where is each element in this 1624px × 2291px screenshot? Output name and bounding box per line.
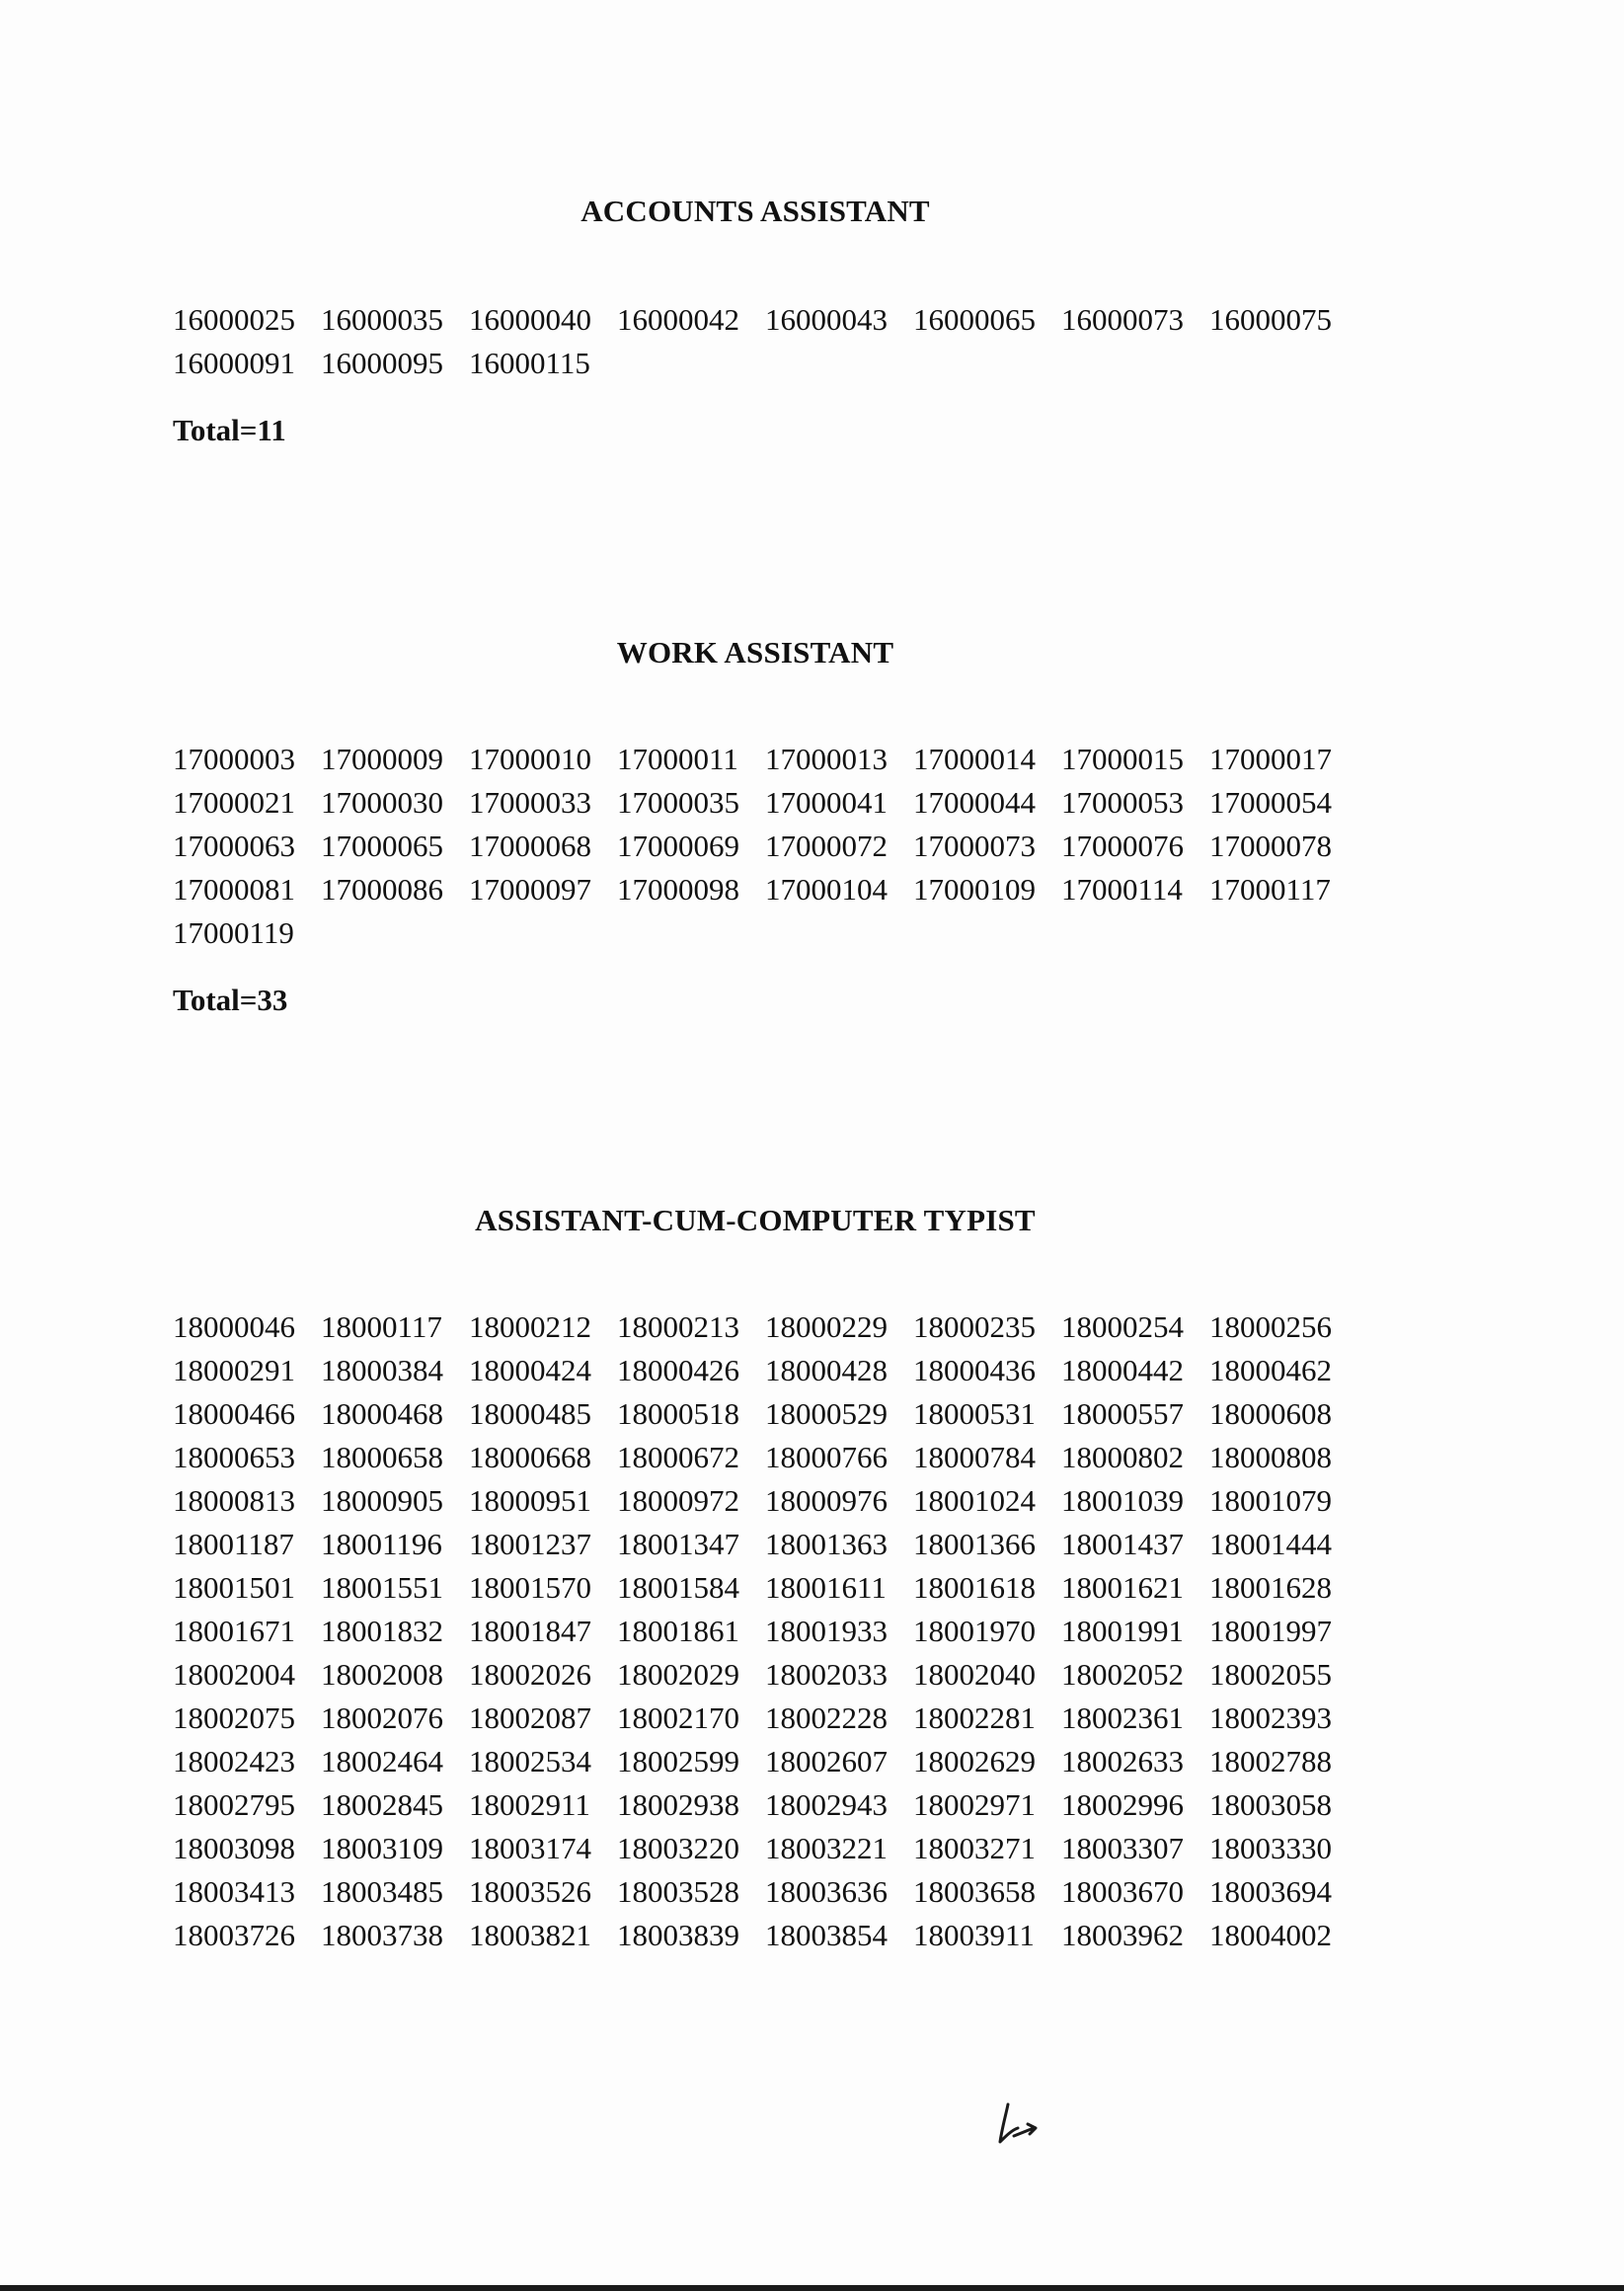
scan-bottom-edge xyxy=(0,2285,1624,2291)
roll-number: 18000229 xyxy=(765,1309,888,1344)
roll-number: 18003109 xyxy=(321,1831,443,1865)
roll-number: 17000081 xyxy=(173,872,295,907)
roll-number: 18001366 xyxy=(913,1527,1036,1561)
roll-number: 18002029 xyxy=(617,1657,739,1692)
roll-number: 18002052 xyxy=(1061,1657,1184,1692)
roll-number: 18002599 xyxy=(617,1744,739,1778)
roll-number: 18002423 xyxy=(173,1744,295,1778)
roll-number: 18002170 xyxy=(617,1700,739,1735)
roll-number: 18002845 xyxy=(321,1787,443,1822)
roll-number: 18000529 xyxy=(765,1396,888,1431)
roll-number: 18001970 xyxy=(913,1614,1036,1648)
roll-number: 18002361 xyxy=(1061,1700,1184,1735)
roll-number: 18000462 xyxy=(1209,1353,1332,1387)
roll-number: 17000098 xyxy=(617,872,739,907)
roll-number: 16000073 xyxy=(1061,302,1184,337)
section-title: WORK ASSISTANT xyxy=(616,635,894,670)
roll-number: 18001187 xyxy=(173,1527,294,1561)
roll-number: 18003221 xyxy=(765,1831,888,1865)
roll-number: 17000003 xyxy=(173,742,295,776)
roll-number: 18000424 xyxy=(469,1353,591,1387)
roll-number: 18000766 xyxy=(765,1440,888,1474)
roll-number: 18001551 xyxy=(321,1570,443,1605)
roll-number: 17000041 xyxy=(765,785,888,820)
roll-number: 18000608 xyxy=(1209,1396,1332,1431)
roll-number: 18002629 xyxy=(913,1744,1036,1778)
roll-number: 18000784 xyxy=(913,1440,1036,1474)
roll-number: 18001437 xyxy=(1061,1527,1184,1561)
roll-number: 18001847 xyxy=(469,1614,591,1648)
roll-number: 18001618 xyxy=(913,1570,1036,1605)
roll-number: 18001611 xyxy=(765,1570,887,1605)
roll-number: 18000291 xyxy=(173,1353,295,1387)
roll-number: 18001832 xyxy=(321,1614,443,1648)
roll-number: 18003821 xyxy=(469,1918,591,1952)
roll-number: 18003694 xyxy=(1209,1874,1332,1909)
roll-number: 18003330 xyxy=(1209,1831,1332,1865)
roll-number: 17000017 xyxy=(1209,742,1332,776)
roll-number: 18001444 xyxy=(1209,1527,1332,1561)
roll-number: 18001237 xyxy=(469,1527,591,1561)
roll-number: 18002087 xyxy=(469,1700,591,1735)
roll-number: 17000054 xyxy=(1209,785,1332,820)
roll-number: 18003670 xyxy=(1061,1874,1184,1909)
roll-number: 18001584 xyxy=(617,1570,739,1605)
roll-number: 17000065 xyxy=(321,829,443,863)
roll-number: 17000063 xyxy=(173,829,295,863)
roll-number: 18000256 xyxy=(1209,1309,1332,1344)
roll-number: 17000014 xyxy=(913,742,1036,776)
roll-number: 18000905 xyxy=(321,1483,443,1518)
roll-number: 17000104 xyxy=(765,872,888,907)
roll-number: 18003413 xyxy=(173,1874,295,1909)
roll-number: 18002996 xyxy=(1061,1787,1184,1822)
roll-number: 18000212 xyxy=(469,1309,591,1344)
roll-number: 18000668 xyxy=(469,1440,591,1474)
roll-number: 18002788 xyxy=(1209,1744,1332,1778)
roll-number: 18003962 xyxy=(1061,1918,1184,1952)
roll-number: 18000466 xyxy=(173,1396,295,1431)
roll-number: 18003854 xyxy=(765,1918,888,1952)
roll-number: 16000075 xyxy=(1209,302,1332,337)
roll-number: 18003307 xyxy=(1061,1831,1184,1865)
roll-number: 18000485 xyxy=(469,1396,591,1431)
roll-number: 16000115 xyxy=(469,346,590,380)
roll-number: 16000091 xyxy=(173,346,295,380)
roll-number: 18000813 xyxy=(173,1483,295,1518)
roll-number: 18003658 xyxy=(913,1874,1036,1909)
roll-number-list xyxy=(173,738,1397,955)
roll-number: 18002228 xyxy=(765,1700,888,1735)
section-total: Total=11 xyxy=(173,413,286,447)
roll-number: 18000428 xyxy=(765,1353,888,1387)
roll-number: 18000436 xyxy=(913,1353,1036,1387)
roll-number: 18003911 xyxy=(913,1918,1035,1952)
roll-number: 18001570 xyxy=(469,1570,591,1605)
roll-number: 17000030 xyxy=(321,785,443,820)
roll-number: 16000040 xyxy=(469,302,591,337)
roll-number: 18000235 xyxy=(913,1309,1036,1344)
roll-number: 18000213 xyxy=(617,1309,739,1344)
roll-number: 17000109 xyxy=(913,872,1036,907)
roll-number: 18000976 xyxy=(765,1483,888,1518)
roll-number: 18001347 xyxy=(617,1527,739,1561)
roll-number: 18000951 xyxy=(469,1483,591,1518)
roll-number: 18000254 xyxy=(1061,1309,1184,1344)
roll-number: 18002040 xyxy=(913,1657,1036,1692)
roll-number: 18001024 xyxy=(913,1483,1036,1518)
roll-number: 18001991 xyxy=(1061,1614,1184,1648)
roll-number: 18000557 xyxy=(1061,1396,1184,1431)
roll-number: 18000518 xyxy=(617,1396,739,1431)
roll-number: 18001933 xyxy=(765,1614,888,1648)
roll-number: 16000095 xyxy=(321,346,443,380)
roll-number: 18000426 xyxy=(617,1353,739,1387)
roll-number-list xyxy=(173,1305,1397,1957)
roll-number: 17000078 xyxy=(1209,829,1332,863)
handwritten-initials-mark xyxy=(992,2098,1051,2148)
roll-number: 17000035 xyxy=(617,785,739,820)
roll-number: 18002075 xyxy=(173,1700,295,1735)
roll-number: 18000384 xyxy=(321,1353,443,1387)
roll-number: 18001861 xyxy=(617,1614,739,1648)
roll-number: 16000042 xyxy=(617,302,739,337)
section-title: ACCOUNTS ASSISTANT xyxy=(580,194,930,228)
roll-number: 18000117 xyxy=(321,1309,442,1344)
roll-number: 18001501 xyxy=(173,1570,295,1605)
roll-number: 18002008 xyxy=(321,1657,443,1692)
roll-number: 17000009 xyxy=(321,742,443,776)
roll-number: 16000035 xyxy=(321,302,443,337)
roll-number: 18000046 xyxy=(173,1309,295,1344)
section-title: ASSISTANT-CUM-COMPUTER TYPIST xyxy=(475,1203,1036,1237)
roll-number: 17000076 xyxy=(1061,829,1184,863)
roll-number: 18004002 xyxy=(1209,1918,1332,1952)
roll-number: 18000653 xyxy=(173,1440,295,1474)
roll-number: 17000119 xyxy=(173,915,294,950)
roll-number: 17000117 xyxy=(1209,872,1331,907)
section-total: Total=33 xyxy=(173,983,288,1017)
roll-number-list xyxy=(173,298,1397,385)
roll-number: 18003174 xyxy=(469,1831,591,1865)
roll-number: 18002633 xyxy=(1061,1744,1184,1778)
roll-number: 18002911 xyxy=(469,1787,590,1822)
roll-number: 18000808 xyxy=(1209,1440,1332,1474)
roll-number: 17000114 xyxy=(1061,872,1183,907)
roll-number: 18001997 xyxy=(1209,1614,1332,1648)
roll-number: 18000442 xyxy=(1061,1353,1184,1387)
roll-number: 18002026 xyxy=(469,1657,591,1692)
roll-number: 18003220 xyxy=(617,1831,739,1865)
roll-number: 18002004 xyxy=(173,1657,295,1692)
roll-number: 18001196 xyxy=(321,1527,442,1561)
roll-number: 18002938 xyxy=(617,1787,739,1822)
roll-number: 18001363 xyxy=(765,1527,888,1561)
roll-number: 17000015 xyxy=(1061,742,1184,776)
roll-number: 17000086 xyxy=(321,872,443,907)
roll-number: 17000021 xyxy=(173,785,295,820)
roll-number: 18000802 xyxy=(1061,1440,1184,1474)
roll-number: 18002607 xyxy=(765,1744,888,1778)
roll-number: 18001671 xyxy=(173,1614,295,1648)
roll-number: 18002971 xyxy=(913,1787,1036,1822)
roll-number: 18003738 xyxy=(321,1918,443,1952)
roll-number: 18003839 xyxy=(617,1918,739,1952)
roll-number: 18001621 xyxy=(1061,1570,1184,1605)
roll-number: 16000065 xyxy=(913,302,1036,337)
roll-number: 17000011 xyxy=(617,742,738,776)
roll-number: 18002795 xyxy=(173,1787,295,1822)
roll-number: 18001628 xyxy=(1209,1570,1332,1605)
roll-number: 18003528 xyxy=(617,1874,739,1909)
work-assistant-section xyxy=(173,635,1397,1018)
roll-number: 18000972 xyxy=(617,1483,739,1518)
roll-number: 18002393 xyxy=(1209,1700,1332,1735)
roll-number: 18001079 xyxy=(1209,1483,1332,1518)
roll-number: 17000053 xyxy=(1061,785,1184,820)
roll-number: 18003058 xyxy=(1209,1787,1332,1822)
roll-number: 18003485 xyxy=(321,1874,443,1909)
roll-number: 18002534 xyxy=(469,1744,591,1778)
roll-number: 18000658 xyxy=(321,1440,443,1474)
roll-number: 18000468 xyxy=(321,1396,443,1431)
roll-number: 17000073 xyxy=(913,829,1036,863)
assistant-cum-computer-typist-section xyxy=(173,1203,1397,1957)
roll-number: 18002281 xyxy=(913,1700,1036,1735)
roll-number: 17000013 xyxy=(765,742,888,776)
roll-number: 18002055 xyxy=(1209,1657,1332,1692)
roll-number: 18002033 xyxy=(765,1657,888,1692)
roll-number: 18002464 xyxy=(321,1744,443,1778)
roll-number: 17000010 xyxy=(469,742,591,776)
roll-number: 16000043 xyxy=(765,302,888,337)
roll-number: 18002076 xyxy=(321,1700,443,1735)
roll-number: 18002943 xyxy=(765,1787,888,1822)
roll-number: 18003098 xyxy=(173,1831,295,1865)
roll-number: 18003726 xyxy=(173,1918,295,1952)
roll-number: 18003526 xyxy=(469,1874,591,1909)
roll-number: 18003271 xyxy=(913,1831,1036,1865)
roll-number: 17000044 xyxy=(913,785,1036,820)
roll-number: 18003636 xyxy=(765,1874,888,1909)
roll-number: 17000033 xyxy=(469,785,591,820)
roll-number: 17000072 xyxy=(765,829,888,863)
roll-number: 16000025 xyxy=(173,302,295,337)
accounts-assistant-section xyxy=(173,194,1397,448)
roll-number: 18000672 xyxy=(617,1440,739,1474)
roll-number: 17000097 xyxy=(469,872,591,907)
roll-number: 17000068 xyxy=(469,829,591,863)
roll-number: 17000069 xyxy=(617,829,739,863)
roll-number: 18000531 xyxy=(913,1396,1036,1431)
roll-number: 18001039 xyxy=(1061,1483,1184,1518)
